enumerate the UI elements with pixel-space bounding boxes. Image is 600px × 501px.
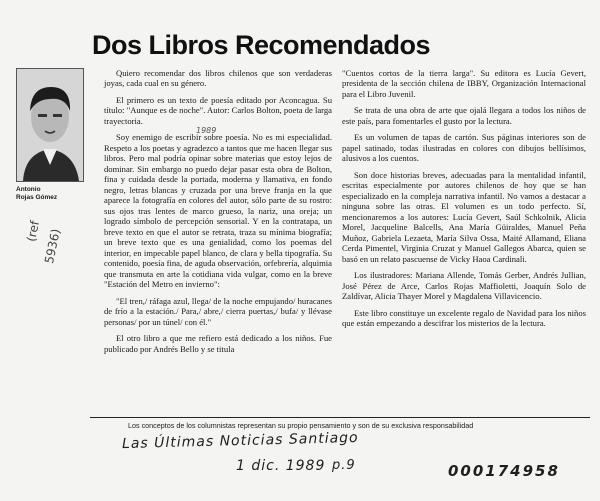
paragraph: El primero es un texto de poesía editado por Aconcagua. Su título: "Aunque es de noche". Autor: Carlos Bolton, poeta de larga trayectoria. (104, 94, 332, 126)
paragraph: Los ilustradores: Mariana Allende, Tomás Gerber, Andrés Jullian, José Pérez de Arce, Carlos Rojas Maffioletti, Joaquín Solo de Zaldívar, Alicia Thayer Morel y Magdalena Villavicencio. (342, 270, 586, 302)
ref-line-2: 5936) (42, 227, 64, 265)
paragraph: Quiero recomendar dos libros chilenos que son verdaderas joyas, cada cual en su género. (104, 68, 332, 89)
columnist-disclaimer: Los conceptos de los columnistas representan su propio pensamiento y son de su exclusiva responsabilidad (128, 421, 474, 430)
paragraph: El otro libro a que me refiero está dedicado a los niños. Fue publicado por Andrés Bello y se titula (104, 333, 332, 354)
handwritten-reference-mark (14, 219, 86, 294)
author-caption (16, 186, 96, 202)
handwritten-margin-note: 1989 (196, 126, 217, 135)
ref-line-1: (ref (24, 219, 43, 243)
author-first-name: Antonio (16, 186, 41, 193)
author-photo (16, 68, 84, 182)
paragraph: Es un volumen de tapas de cartón. Sus páginas interiores son de papel satinado, todas ilustradas en colores con dibujos bellísimos, alusivos a los cuentos. (342, 132, 586, 164)
article-column-1 (104, 68, 332, 360)
author-last-name: Rojas Gómez (16, 193, 58, 201)
author-portrait-illustration (17, 69, 83, 181)
footer-divider (90, 417, 590, 418)
paragraph: Soy enemigo de escribir sobre poesía. No es mi especialidad. Respeto a los poetas y agradezco a tantos que me hacen llegar sus libros. Pero mal podría opinar sobre materias que estoy lejos de dominar. Sin embargo no puedo dejar pasar esta obra de Bolton, fina y cuidada desde la portada, moderna y llamativa, en fondo negro, letras blancas y cruzada por una breve franja en la que aparece la fotografía en colores del autor, sólo parte de su rostro: sus ojos tras lentes de marco grueso, la nariz, una oreja; un logrado símbolo de percepción sensorial. Y en la contratapa, un breve texto en que el autor se retrata, traza su mínima biografía; un breve texto que es una genialidad, como los poemas del interior, en impecable papel blanco, de clara y bella tipografía. Su contenido, poesía fina, de aguda observación, orfebrería, alquimia que transmuta en arte la cotidiana vida vulgar, como en la breve "Estación del Metro en invierno": (104, 132, 332, 290)
archive-id-stamp: 000174958 (448, 462, 560, 480)
paragraph: Este libro constituye un excelente regalo de Navidad para los niños que están empezando a descifrar los misterios de la lectura. (342, 307, 586, 329)
article-column-2 (342, 68, 586, 335)
article-title: Dos Libros Recomendados (92, 30, 431, 60)
paragraph: "Cuentos cortos de la tierra larga". Su editora es Lucía Gevert, presidenta de la sección chilena de IBBY, Organización Internacional para el Libro Juvenil. (342, 68, 586, 99)
handwritten-date: 1 dic. 1989 (236, 458, 326, 474)
paragraph: Son doce historias breves, adecuadas para la mentalidad infantil, escritas especialmente por autores chilenos de hoy que se han especializado en la compleja narrativa infantil. No vamos a destacar a ninguna sobre las otras. El volumen es un todo perfecto. Sí, mencionaremos a los autores: Lucía Gevert, Saúl Schkolnik, Alicia Morel, Jacqueline Balcells, Ana María Güiraldes, Manuel Peña Muñoz, Gabriela Lezaeta, María Silva Ossa, Maité Allamand, Eliana Cerda Pimentel, Virginia Cruzat y Manuel Gallegos Abarca, quien se basó en un relato pascuense de Vicky Haoa Cardinali. (342, 169, 586, 264)
poem-quote: "El tren,/ ráfaga azul, llega/ de la noche empujando/ huracanes de frío a la estación./ Para,/ abre,/ cierra puertas,/ bufa/ y llévase personas/ por un túnel/ con él." (104, 295, 332, 327)
handwritten-source: Las Últimas Noticias Santiago (121, 429, 359, 453)
handwritten-page: p.9 (332, 458, 356, 473)
paragraph: Se trata de una obra de arte que ojalá llegara a todos los niños de este país, para fomentarles el gusto por la lectura. (342, 105, 586, 126)
